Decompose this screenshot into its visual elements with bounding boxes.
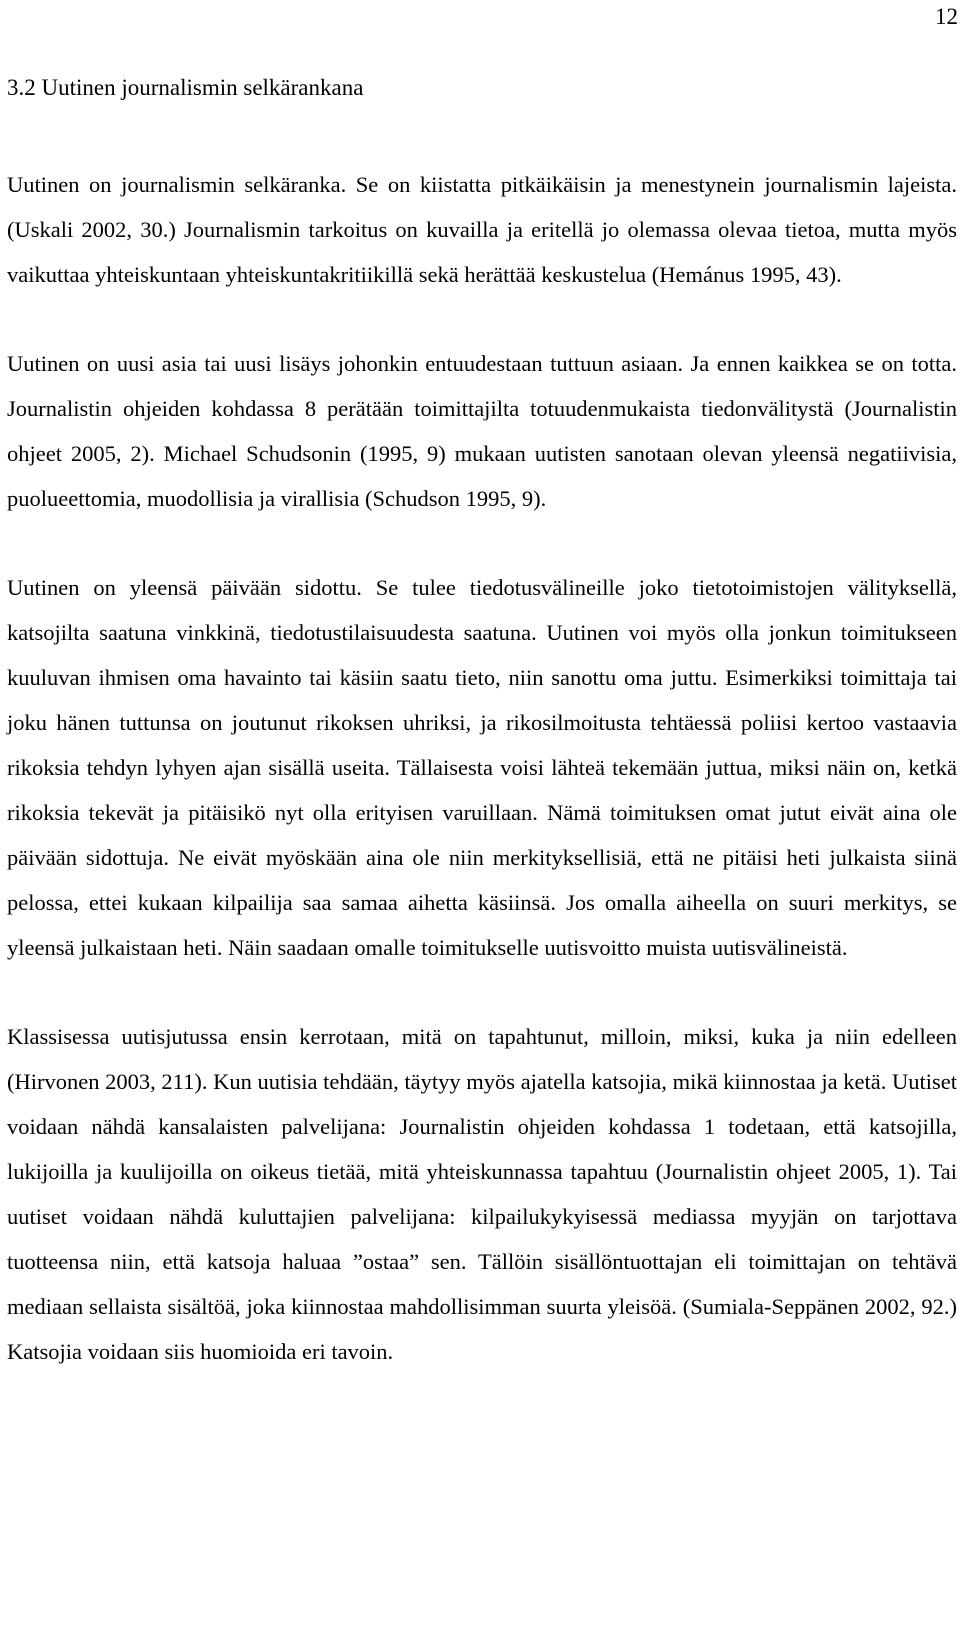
body-paragraph: Uutinen on journalismin selkäranka. Se on kiistatta pitkäikäisin ja menestynein journalismin lajeista. (Uskali 2002, 30.) Journalismin tarkoitus on kuvailla ja eritellä jo olemassa olevaa tietoa, mutta myös vaikuttaa yhteiskuntaan yhteiskuntakritiikillä sekä herättää keskustelua (Hemánus 1995, 43). — [7, 172, 957, 287]
page-number: 12 — [935, 4, 958, 29]
body-paragraph: Uutinen on uusi asia tai uusi lisäys johonkin entuudestaan tuttuun asiaan. Ja ennen kaikkea se on totta. Journalistin ohjeiden kohdassa 8 perätään toimittajilta totuudenmukaista tiedonvälitystä (Journalistin ohjeet 2005, 2). Michael Schudsonin (1995, 9) mukaan uutisten sanotaan olevan yleensä negatiivisia, puolueettomia, muodollisia ja virallisia (Schudson 1995, 9). — [7, 351, 957, 511]
body-paragraph: Klassisessa uutisjutussa ensin kerrotaan, mitä on tapahtunut, milloin, miksi, kuka ja niin edelleen (Hirvonen 2003, 211). Kun uutisia tehdään, täytyy myös ajatella katsojia, mikä kiinnostaa ja ketä. Uutiset voidaan nähdä kansalaisten palvelijana: Journalistin ohjeiden kohdassa 1 todetaan, että katsojilla, lukijoilla ja kuulijoilla on oikeus tietää, mitä yhteiskunnassa tapahtuu (Journalistin ohjeet 2005, 1). Tai uutiset voidaan nähdä kuluttajien palvelijana: kilpailukykyisessä mediassa myyjän on tarjottava tuotteensa niin, että katsoja haluaa ”ostaa” sen. Tällöin sisällöntuottajan eli toimittajan on tehtävä mediaan sellaista sisältöä, joka kiinnostaa mahdollisimman suurta yleisöä. (Sumiala-Seppänen 2002, 92.) Katsojia voidaan siis huomioida eri tavoin. — [7, 1024, 957, 1364]
section-heading: 3.2 Uutinen journalismin selkärankana — [7, 75, 364, 100]
body-paragraph: Uutinen on yleensä päivään sidottu. Se tulee tiedotusvälineille joko tietotoimistojen välityksellä, katsojilta saatuna vinkkinä, tiedotustilaisuudesta saatuna. Uutinen voi myös olla jonkun toimitukseen kuuluvan ihmisen oma havainto tai käsiin saatu tieto, niin sanottu oma juttu. Esimerkiksi toimittaja tai joku hänen tuttunsa on joutunut rikoksen uhriksi, ja rikosilmoitusta tehtäessä poliisi kertoo vastaavia rikoksia tehdyn lyhyen ajan sisällä useita. Tällaisesta voisi lähteä tekemään juttua, miksi näin on, ketkä rikoksia tekevät ja pitäisikö nyt olla erityisen varuillaan. Nämä toimituksen omat jutut eivät aina ole päivään sidottuja. Ne eivät myöskään aina ole niin merkityksellisiä, että ne pitäisi heti julkaista siinä pelossa, ettei kukaan kilpailija saa samaa aihetta käsiinsä. Jos omalla aiheella on suuri merkitys, se yleensä julkaistaan heti. Näin saadaan omalle toimitukselle uutisvoitto muista uutisvälineistä. — [7, 575, 957, 960]
document-body — [7, 73, 957, 1374]
